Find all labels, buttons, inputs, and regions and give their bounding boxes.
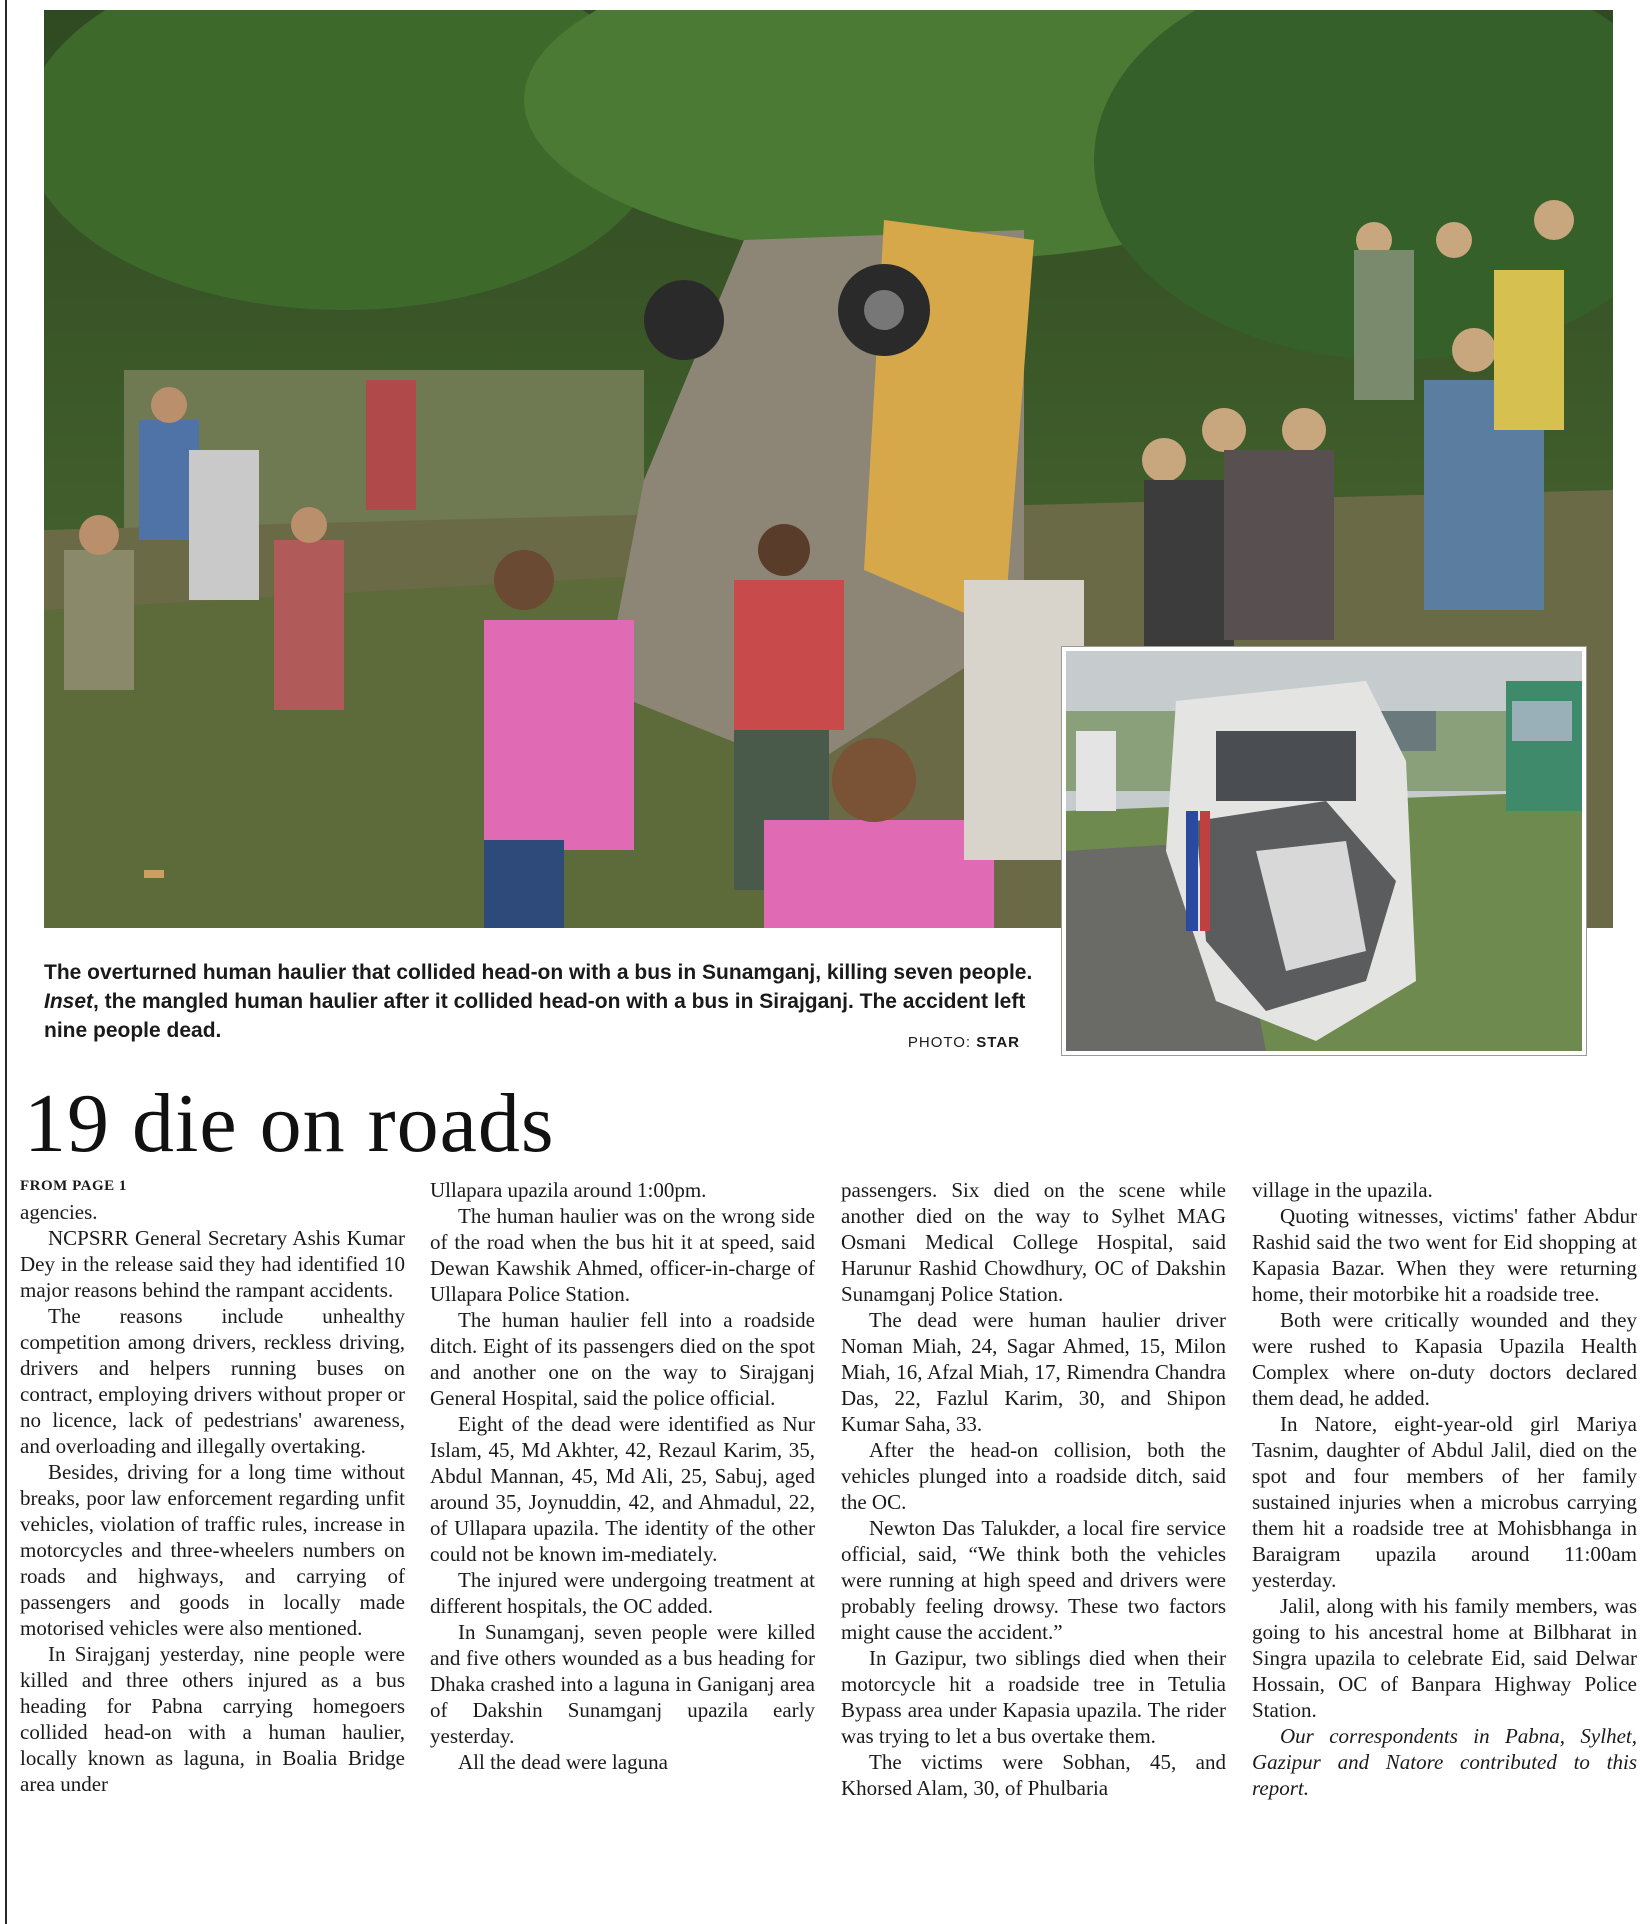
inset-photo: [1062, 647, 1586, 1055]
article-paragraph: Ullapara upazila around 1:00pm.: [430, 1178, 707, 1202]
article-paragraph: Eight of the dead were identified as Nur Islam, 45, Md Akhter, 42, Rezaul Karim, 35, Abdul Mannan, 45, Md Ali, 25, Sabuj, aged around 35, Joynuddin, 42, and Ahmadul, 22, of Ullapara upazila. The identity of the other could not be known im-mediately.: [430, 1412, 815, 1566]
caption-text-part1: The overturned human haulier that collided head-on with a bus in Sunamganj, killing seven people.: [44, 961, 1033, 984]
article-paragraph: In Sunamganj, seven people were killed and five others wounded as a bus heading for Dhaka crashed into a laguna in Ganiganj area of Dakshin Sunamganj upazila early yesterday.: [430, 1620, 815, 1748]
photo-caption: [44, 958, 1034, 1045]
article-paragraph: Both were critically wounded and they were rushed to Kapasia Upazila Health Complex where on-duty doctors declared them dead, he added.: [1252, 1308, 1637, 1410]
mangled-haulier-inset-photo: [1066, 651, 1582, 1051]
photo-credit: [900, 1034, 1020, 1051]
article-paragraph: The dead were human haulier driver Noman Miah, 24, Sagar Ahmed, 15, Milon Miah, 16, Afzal Miah, 17, Rimendra Chandra Das, 22, Fazlul Karim, 30, and Shipon Kumar Saha, 33.: [841, 1308, 1226, 1436]
article-column-2: [430, 1177, 815, 1775]
caption-text-part2: , the mangled human haulier after it collided head-on with a bus in Sirajganj. The accident left nine people dead.: [44, 990, 1026, 1042]
caption-inset-word: Inset: [44, 990, 94, 1013]
article-paragraph: agencies.: [20, 1200, 98, 1224]
from-page-kicker: FROM PAGE 1: [20, 1178, 127, 1194]
article-paragraph: NCPSRR General Secretary Ashis Kumar Dey in the release said they had identified 10 major reasons behind the rampant accidents.: [20, 1226, 405, 1302]
left-column-rule: [5, 0, 7, 1924]
photo-credit-prefix: PHOTO:: [907, 1034, 977, 1051]
article-paragraph: The reasons include unhealthy competition among drivers, reckless driving, drivers and helpers running buses on contract, employing drivers without proper or no licence, lack of pedestrians' awareness, and overloading and illegally overtaking.: [20, 1304, 405, 1458]
article-paragraph: Quoting witnesses, victims' father Abdur Rashid said the two went for Eid shopping at Kapasia Bazar. When they were returning home, their motorbike hit a roadside tree.: [1252, 1204, 1637, 1306]
article-paragraph: village in the upazila.: [1252, 1178, 1433, 1202]
photo-credit-name: STAR: [976, 1034, 1020, 1051]
article-paragraph: After the head-on collision, both the vehicles plunged into a roadside ditch, said the OC.: [841, 1438, 1226, 1514]
article-paragraph: The human haulier was on the wrong side of the road when the bus hit it at speed, said Dewan Kawshik Ahmed, officer-in-charge of Ullapara Police Station.: [430, 1204, 815, 1306]
article-paragraph: Besides, driving for a long time without breaks, poor law enforcement regarding unfit vehicles, violation of traffic rules, increase in motorcycles and three-wheelers numbers on roads and highways, and carrying of passengers and goods in locally made motorised vehicles were also mentioned.: [20, 1460, 405, 1640]
article-paragraph: The injured were undergoing treatment at different hospitals, the OC added.: [430, 1568, 815, 1618]
article-paragraph: Jalil, along with his family members, was going to his ancestral home at Bilbharat in Singra upazila to celebrate Eid, said Delwar Hossain, OC of Banpara Highway Police Station.: [1252, 1594, 1637, 1722]
headline: 19 die on roads: [24, 1077, 555, 1170]
article-column-3: [841, 1177, 1226, 1801]
article-paragraph: The victims were Sobhan, 45, and Khorsed Alam, 30, of Phulbaria: [841, 1750, 1226, 1800]
article-paragraph: All the dead were laguna: [458, 1750, 668, 1774]
article-column-1: [20, 1199, 405, 1797]
correspondents-credit: Our correspondents in Pabna, Sylhet, Gazipur and Natore contributed to this report.: [1252, 1724, 1637, 1800]
article-column-4: [1252, 1177, 1637, 1801]
article-paragraph: passengers. Six died on the scene while another died on the way to Sylhet MAG Osmani Medical College Hospital, said Harunur Rashid Chowdhury, OC of Dakshin Sunamganj Police Station.: [841, 1178, 1226, 1306]
article-paragraph: The human haulier fell into a roadside ditch. Eight of its passengers died on the spot and another one on the way to Sirajganj General Hospital, said the police official.: [430, 1308, 815, 1410]
article-paragraph: Newton Das Talukder, a local fire service official, said, “We think both the vehicles were running at high speed and drivers were probably feeling drowsy. These two factors might cause the accident.”: [841, 1516, 1226, 1644]
article-paragraph: In Gazipur, two siblings died when their motorcycle hit a roadside tree in Tetulia Bypass area under Kapasia upazila. The rider was trying to let a bus overtake them.: [841, 1646, 1226, 1748]
article-paragraph: In Natore, eight-year-old girl Mariya Tasnim, daughter of Abdul Jalil, died on the spot and four members of her family sustained injuries when a microbus carrying them hit a roadside tree at Mohisbhanga in Baraigram upazila around 11:00am yesterday.: [1252, 1412, 1637, 1592]
article-paragraph: In Sirajganj yesterday, nine people were killed and three others injured as a bus heading for Pabna carrying homegoers collided head-on with a human haulier, locally known as laguna, in Boalia Bridge area under: [20, 1642, 405, 1796]
